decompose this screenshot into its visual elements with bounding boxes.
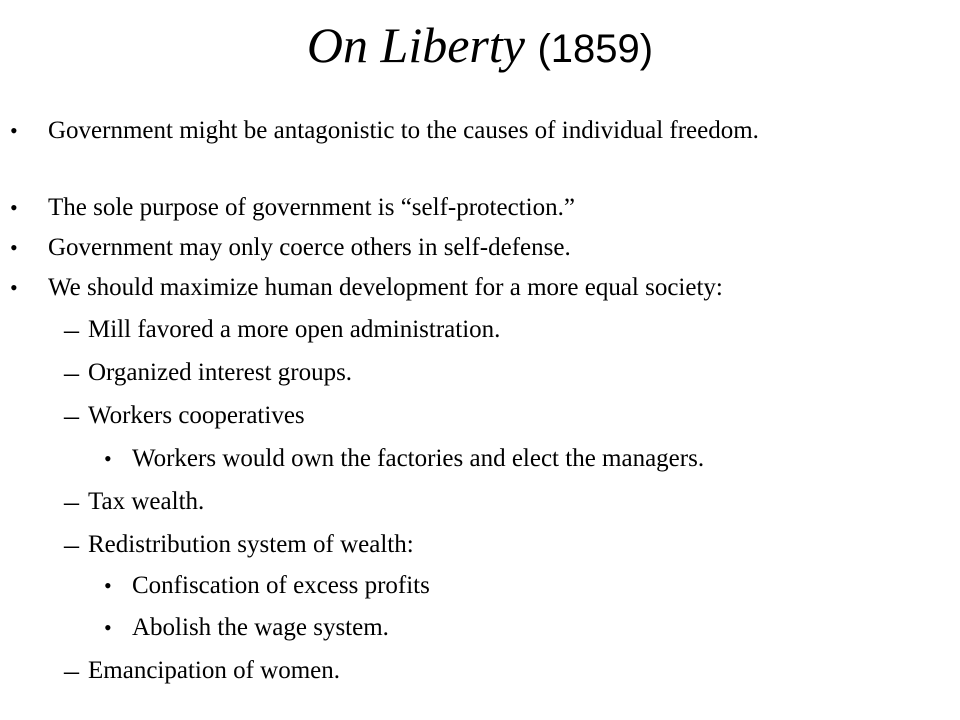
dash-icon: – [64, 654, 79, 687]
dash-icon: – [64, 485, 79, 518]
bullet-text: Government may only coerce others in self-defense. [48, 234, 571, 261]
bullet-icon: • [104, 573, 112, 598]
bullet-icon: • [10, 275, 18, 300]
sub-item-text: Emancipation of women. [88, 657, 341, 684]
bullet-icon: • [104, 446, 112, 471]
bullet-icon: • [10, 195, 18, 220]
bullet-text: Government might be antagonistic to the causes of individual freedom. [48, 117, 759, 144]
bullet-icon: • [104, 615, 112, 640]
sub-item-text: Redistribution system of wealth: [88, 531, 414, 558]
dash-icon: – [64, 528, 79, 561]
title-year: (1859) [537, 27, 654, 71]
dash-icon: – [64, 313, 79, 346]
bullet-icon: • [10, 235, 18, 260]
title-text: On Liberty [306, 17, 525, 73]
sub-item-text: Workers cooperatives [88, 402, 305, 429]
sub-item-text: Mill favored a more open administration. [88, 316, 501, 343]
dash-icon: – [64, 399, 79, 432]
sub-sub-item-text: Workers would own the factories and elect the managers. [132, 445, 705, 472]
sub-sub-item-text: Confiscation of excess profits [132, 572, 430, 599]
dash-icon: – [64, 356, 79, 389]
bullet-icon: • [10, 118, 18, 143]
bullet-text: The sole purpose of government is “self-protection.” [48, 194, 575, 221]
sub-item-text: Tax wealth. [88, 488, 205, 515]
slide-title [0, 14, 960, 80]
bullet-text: We should maximize human development for a more equal society: [48, 274, 723, 301]
sub-item-text: Organized interest groups. [88, 359, 353, 386]
sub-sub-item-text: Abolish the wage system. [132, 614, 389, 641]
